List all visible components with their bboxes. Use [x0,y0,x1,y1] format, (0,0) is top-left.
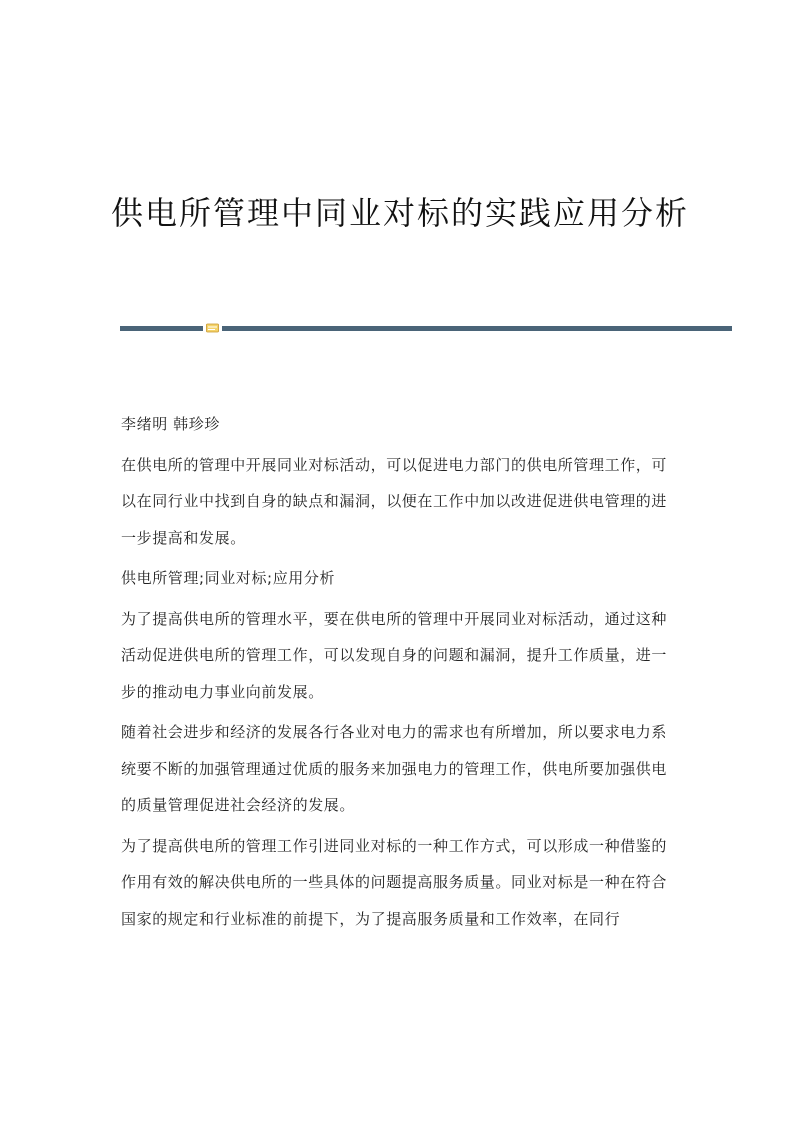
keywords-line: 供电所管理;同业对标;应用分析 [121,569,336,587]
document-body [121,406,681,937]
body-paragraph: 为了提高供电所的管理水平，要在供电所的管理中开展同业对标活动，通过这种活动促进供电所的管理工作，可以发现自身的问题和漏洞，提升工作质量，进一步的推动电力事业向前发展。 [121,609,668,701]
document-title: 供电所管理中同业对标的实践应用分析 [110,194,689,232]
divider-bar-right [222,326,732,331]
pencil-ornament-icon [206,323,219,333]
title-divider [120,323,732,333]
body-paragraph: 随着社会进步和经济的发展各行各业对电力的需求也有所增加，所以要求电力系统要不断的加强管理通过优质的服务来加强电力的管理工作，供电所要加强供电的质量管理促进社会经济的发展。 [121,723,668,814]
authors-line: 李绪明 韩珍珍 [121,415,220,433]
divider-bar-left [120,326,203,331]
abstract-paragraph: 在供电所的管理中开展同业对标活动，可以促进电力部门的供电所管理工作，可以在同行业中找到自身的缺点和漏洞，以便在工作中加以改进促进供电管理的进一步提高和发展。 [121,455,668,547]
body-paragraph: 为了提高供电所的管理工作引进同业对标的一种工作方式，可以形成一种借鉴的作用有效的解决供电所的一些具体的问题提高服务质量。同业对标是一种在符合国家的规定和行业标准的前提下，为了提高服务质量和工作效率，在同行 [121,836,668,928]
